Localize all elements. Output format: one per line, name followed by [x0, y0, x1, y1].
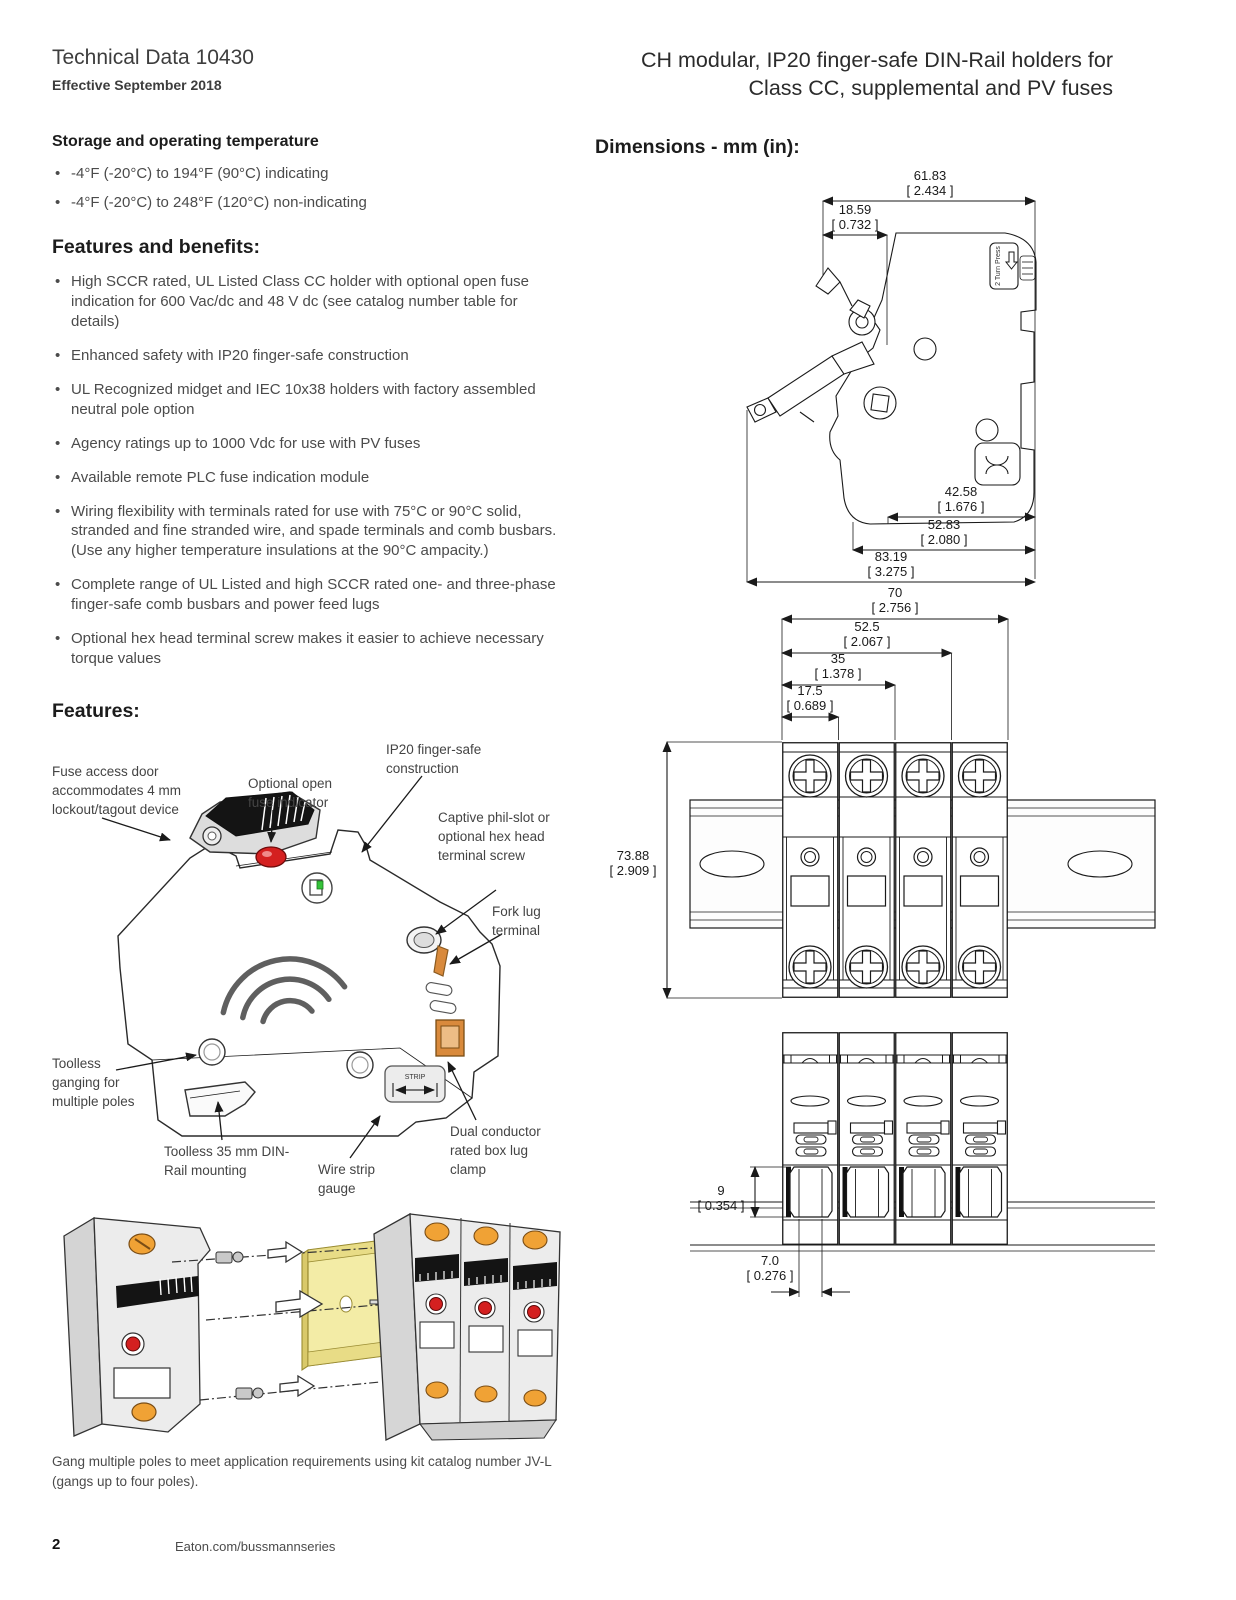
dim-front-4pole-mm: 70 — [887, 585, 903, 600]
pole-2 — [839, 1033, 894, 1245]
dim-front-2pole-in: [ 1.378 ] — [814, 666, 862, 681]
callout-fork-lug: Fork lug terminal — [492, 904, 541, 939]
open-door-sketch — [747, 268, 875, 422]
dim-front-4pole-in: [ 2.756 ] — [871, 600, 919, 615]
storage-heading: Storage and operating temperature — [52, 133, 319, 150]
single-pole-holder — [64, 1218, 210, 1436]
dim-side-depth-mid-mm: 52.83 — [927, 517, 961, 532]
callout-fuse-access-door: Fuse access door accommodates 4 mm lockout/tagout device — [52, 764, 182, 818]
block-arrow-icon — [280, 1376, 314, 1396]
callout-wire-strip-gauge: Wire strip gauge — [318, 1162, 375, 1197]
dim-side-depth-inner-mm: 42.58 — [944, 484, 978, 499]
pole-1 — [783, 743, 838, 998]
block-arrow-icon — [268, 1242, 302, 1262]
storage-bullet-list — [52, 164, 572, 222]
arrow-fuse-access-door — [102, 818, 170, 840]
benefit-item: • Wiring flexibility with terminals rated for use with 75°C or 90°C solid, stranded and fine stranded wire, and spade terminals and comb busbars. (Use any higher temperature insulations at the 90°C ampacity.) — [52, 502, 557, 562]
pole-1 — [783, 1033, 838, 1245]
benefit-item: • Complete range of UL Listed and high SCCR rated one- and three-phase finger-safe comb busbars and power feed lugs — [52, 575, 557, 615]
pole-4 — [952, 743, 1007, 998]
gang-caption: Gang multiple poles to meet application requirements using kit catalog number JV-L (gangs up to four poles). — [52, 1454, 552, 1490]
front-view-drawing — [595, 585, 1160, 1015]
terminal-screw — [132, 1403, 156, 1421]
doc-header-left — [52, 46, 254, 93]
dim-side-width-front-mm: 18.59 — [838, 202, 872, 217]
product-title-line1: CH modular, IP20 finger-safe DIN-Rail holders for — [641, 48, 1113, 72]
rail-slot — [1068, 851, 1132, 877]
features-benefits-heading: Features and benefits: — [52, 236, 261, 258]
product-title-line2: Class CC, supplemental and PV fuses — [748, 76, 1113, 101]
callout-captive-screw: Captive phil-slot or optional hex head terminal screw — [438, 810, 550, 864]
dimensions-heading: Dimensions - mm (in): — [595, 136, 800, 158]
dim-front-1pole-in: [ 0.689 ] — [786, 698, 834, 713]
dim-side-depth-mid-in: [ 2.080 ] — [920, 532, 968, 547]
dim-side-width-total-in: [ 2.434 ] — [906, 183, 954, 198]
press-arrow-icon — [1006, 252, 1017, 269]
dim-side-width-front-in: [ 0.732 ] — [831, 217, 879, 232]
footer-website: Eaton.com/bussmannseries — [175, 1539, 336, 1554]
pole-2 — [839, 743, 894, 998]
bottom-view-drawing — [595, 1015, 1160, 1315]
body-arc-ornament — [215, 948, 348, 1030]
dim-front-3pole-mm: 52.5 — [854, 619, 880, 634]
ganging-drawing — [40, 1192, 580, 1462]
dim-bottom-lug-width-in: [ 0.276 ] — [746, 1268, 794, 1283]
label-window — [114, 1368, 170, 1398]
benefit-item: • Available remote PLC fuse indication module — [52, 468, 557, 488]
dim-front-height-in: [ 2.909 ] — [609, 863, 657, 878]
dim-front-3pole-in: [ 2.067 ] — [843, 634, 891, 649]
dim-bottom-lug-height-mm: 9 — [717, 1183, 725, 1198]
callout-toolless-ganging: Toolless ganging for multiple poles — [52, 1056, 135, 1110]
storage-bullet: • -4°F (-20°C) to 248°F (120°C) non-indicating — [52, 193, 572, 213]
box-lug-clamp — [436, 1020, 464, 1056]
arrow-captive-screw — [436, 890, 496, 934]
product-title — [553, 46, 1113, 103]
fork-lug-terminal — [434, 946, 448, 976]
features-benefits-list — [52, 272, 557, 683]
ganging-holes — [199, 1039, 373, 1078]
callout-box-lug-clamp: Dual conductor rated box lug clamp — [450, 1124, 541, 1178]
features-illustration — [40, 718, 580, 1196]
square-knockout — [864, 387, 896, 419]
strip-gauge-text: STRIP — [404, 1074, 426, 1081]
screw-hole — [976, 419, 998, 441]
terminal-screw-recess — [407, 927, 441, 953]
pole-3 — [896, 1033, 951, 1245]
din-rail-slot — [185, 1082, 255, 1116]
dim-side-depth-total-in: [ 3.275 ] — [867, 564, 915, 579]
clamp-icon-box — [975, 443, 1020, 485]
side-view-drawing — [600, 160, 1160, 588]
dim-side-depth-inner-in: [ 1.676 ] — [937, 499, 985, 514]
holder-side-profile — [830, 233, 1036, 524]
callout-din-rail-mounting: Toolless 35 mm DIN-Rail mounting — [164, 1144, 290, 1179]
benefit-item: • High SCCR rated, UL Listed Class CC holder with optional open fuse indication for 600 Vac/dc and 48 V dc (see catalog number table for details) — [52, 272, 557, 332]
doc-title: Technical Data 10430 — [52, 46, 254, 69]
dim-front-2pole-mm: 35 — [830, 651, 846, 666]
benefit-item: • Agency ratings up to 1000 Vdc for use with PV fuses — [52, 434, 557, 454]
indication-window-icon — [302, 873, 332, 903]
dim-side-depth-total-mm: 83.19 — [874, 549, 908, 564]
storage-bullet: • -4°F (-20°C) to 194°F (90°C) indicating — [52, 164, 572, 184]
turn-press-label: 2 Turn Press — [995, 246, 1002, 286]
arrow-wire-strip-gauge — [350, 1116, 380, 1158]
dim-bottom-lug-height-in: [ 0.354 ] — [697, 1198, 745, 1213]
ganging-illustration — [40, 1192, 580, 1462]
callout-open-fuse-indicator: Optional open fuse indicator — [248, 776, 333, 811]
arrow-box-lug-clamp — [448, 1062, 476, 1120]
indicator-red — [126, 1337, 140, 1351]
dim-front-1pole-mm: 17.5 — [797, 683, 823, 698]
pole-3 — [896, 743, 951, 998]
three-pole-assembly — [374, 1214, 560, 1440]
benefit-item: • Enhanced safety with IP20 finger-safe construction — [52, 346, 557, 366]
turn-press-tag — [990, 243, 1035, 289]
dim-side-width-total-mm: 61.83 — [913, 168, 947, 183]
pole-4 — [952, 1033, 1007, 1245]
terminal-slots — [425, 982, 456, 1014]
dim-bottom-lug-width-mm: 7.0 — [760, 1253, 780, 1268]
benefit-item: • UL Recognized midget and IEC 10x38 holders with factory assembled neutral pole option — [52, 380, 557, 420]
doc-effective-date: Effective September 2018 — [52, 77, 222, 93]
rail-slot — [700, 851, 764, 877]
dim-front-height-mm: 73.88 — [616, 848, 650, 863]
benefit-item: • Optional hex head terminal screw makes it easier to achieve necessary torque values — [52, 629, 557, 669]
open-fuse-indicator-dome — [256, 847, 286, 867]
screw-hole — [914, 338, 936, 360]
strip-gauge — [385, 1066, 445, 1102]
page-number: 2 — [52, 1536, 61, 1553]
arrow-ip20 — [362, 776, 422, 852]
callout-ip20: IP20 finger-safe construction — [386, 742, 482, 777]
features-heading: Features: — [52, 700, 140, 722]
